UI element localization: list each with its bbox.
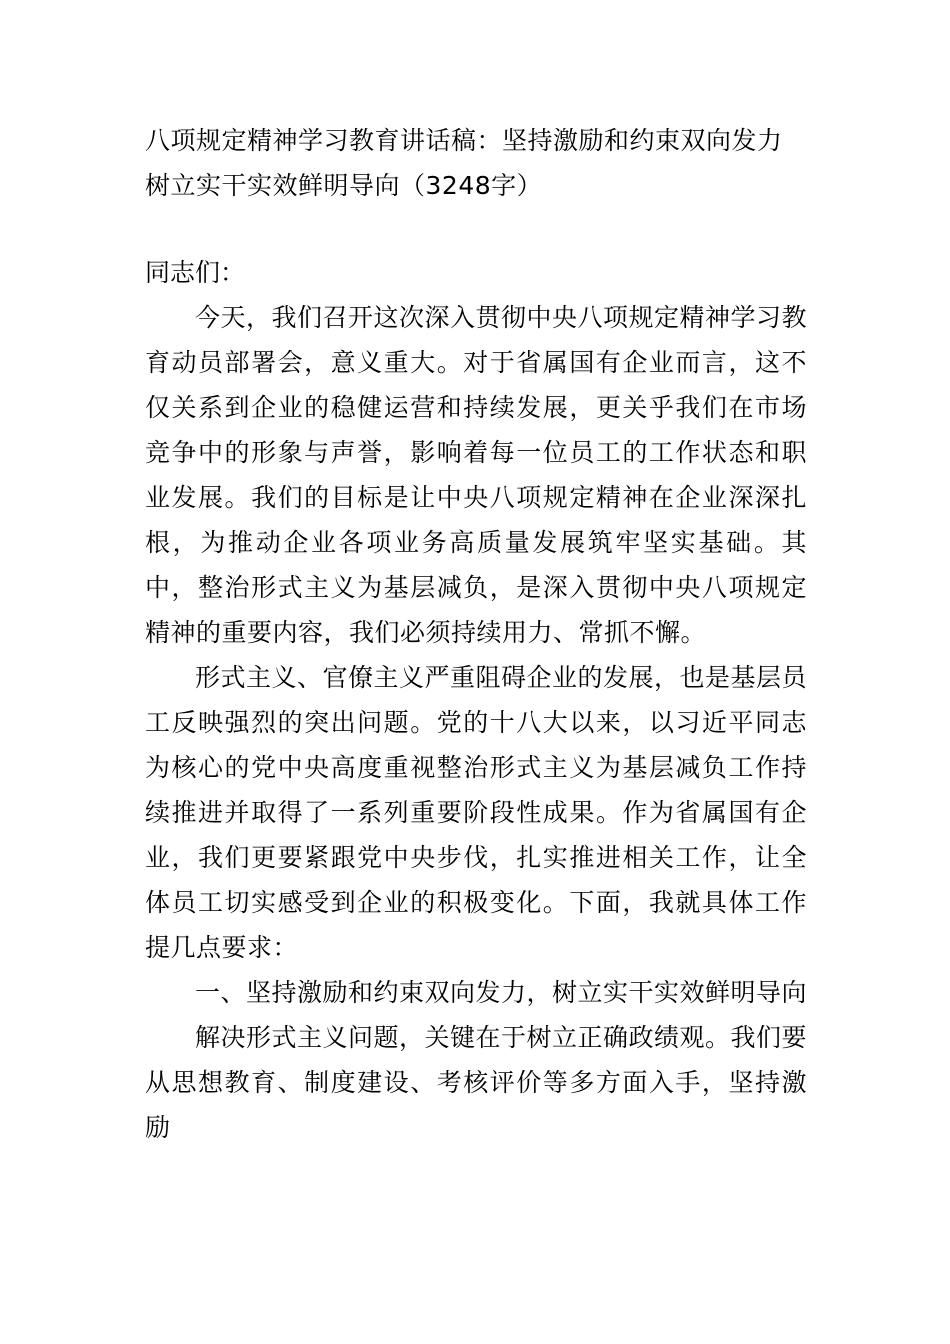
paragraph-intro: 今天，我们召开这次深入贯彻中央八项规定精神学习教育动员部署会，意义重大。对于省属国有企业而言，这不仅关系到企业的稳健运营和持续发展，更关乎我们在市场竞争中的形象与声誉，影响着每一位员工的工作状态和职业发展。我们的目标是让中央八项规定精神在企业深深扎根，为推动企业各项业务高质量发展筑牢坚实基础。其中，整治形式主义为基层减负，是深入贯彻中央八项规定精神的重要内容，我们必须持续用力、常抓不懈。: [145, 303, 808, 647]
paragraph-background: 形式主义、官僚主义严重阻碍企业的发展，也是基层员工反映强烈的突出问题。党的十八大以来，以习近平同志为核心的党中央高度重视整治形式主义为基层减负工作持续推进并取得了一系列重要阶段性成果。作为省属国有企业，我们更要紧跟党中央步伐，扎实推进相关工作，让全体员工切实感受到企业的积极变化。下面，我就具体工作提几点要求：: [145, 663, 808, 962]
greeting: 同志们：: [145, 258, 246, 287]
document-page: [145, 118, 807, 1150]
section-heading-1: 一、坚持激励和约束双向发力，树立实干实效鲜明导向: [195, 978, 808, 1007]
paragraph-section-1: 解决形式主义问题，关键在于树立正确政绩观。我们要从思想教育、制度建设、考核评价等多方面入手，坚持激励: [145, 1023, 808, 1142]
document-title: [145, 118, 807, 208]
title-line-1: 八项规定精神学习教育讲话稿：坚持激励和约束双向发力: [145, 126, 783, 155]
title-line-2: 树立实干实效鲜明导向（3248字）: [145, 171, 543, 200]
